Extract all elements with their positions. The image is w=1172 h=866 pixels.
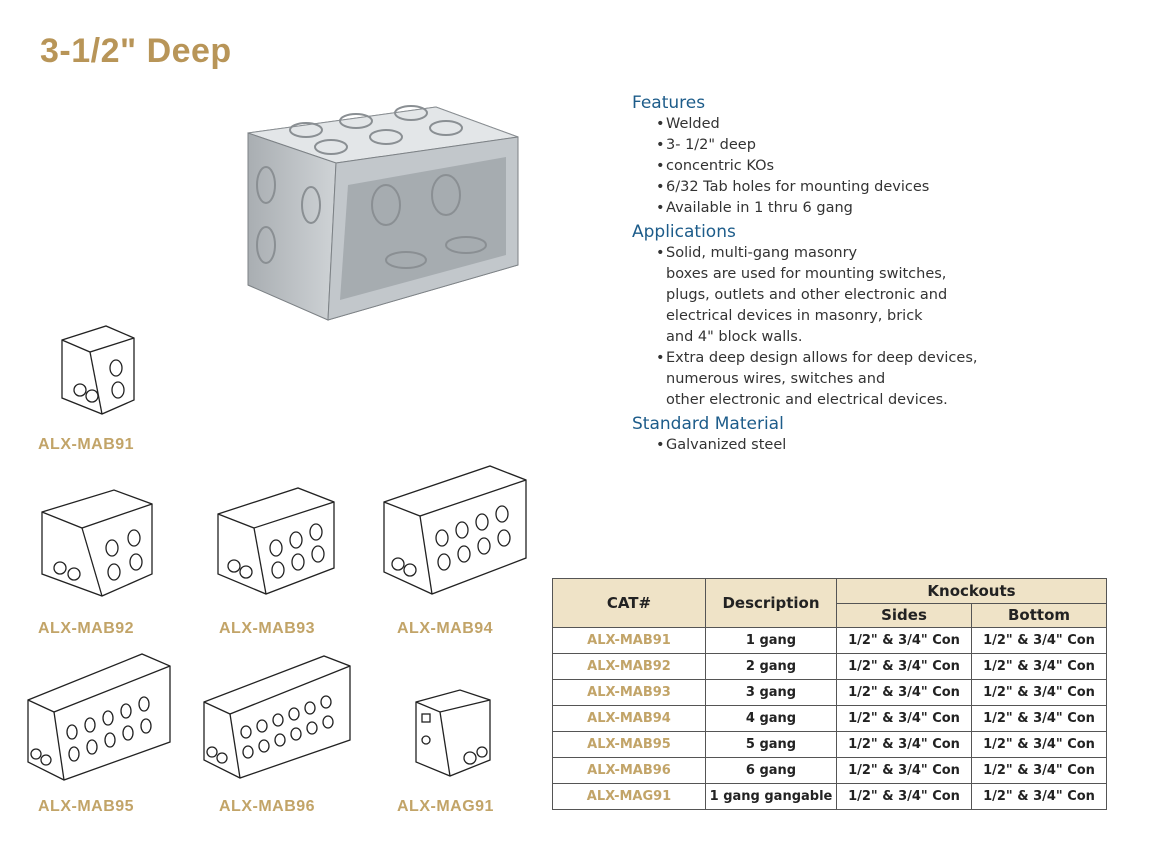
list-item: • 6/32 Tab holes for mounting devices	[666, 177, 1052, 198]
cell-description: 5 gang	[706, 732, 837, 758]
cell-bottom: 1/2" & 3/4" Con	[972, 628, 1107, 654]
product-caption: ALX-MAB95	[38, 798, 135, 815]
alx-mab94-drawing	[380, 462, 530, 598]
list-item: • 3- 1/2" deep	[666, 135, 1052, 156]
alx-mab91-drawing	[56, 318, 140, 418]
table-row	[553, 680, 1107, 706]
header-bottom: Bottom	[972, 603, 1107, 628]
features-heading: Features	[632, 93, 706, 113]
product-caption: ALX-MAB91	[38, 436, 135, 453]
list-item: • Extra deep design allows for deep devices, numerous wires, switches and other electronic and electrical devices.	[666, 348, 1052, 411]
product-caption: ALX-MAB93	[219, 620, 316, 637]
product-info	[632, 92, 1052, 458]
product-caption: ALX-MAG91	[397, 798, 494, 815]
header-knockouts: Knockouts	[837, 579, 1107, 604]
cell-description: 6 gang	[706, 758, 837, 784]
cell-cat: ALX-MAB94	[553, 706, 706, 732]
cell-description: 2 gang	[706, 654, 837, 680]
box-photo	[236, 95, 526, 325]
spec-table	[552, 578, 1107, 810]
cell-cat: ALX-MAB96	[553, 758, 706, 784]
alx-mag91-drawing	[410, 684, 496, 780]
list-item: • Welded	[666, 114, 1052, 135]
cell-bottom: 1/2" & 3/4" Con	[972, 758, 1107, 784]
table-row	[553, 758, 1107, 784]
cell-sides: 1/2" & 3/4" Con	[837, 732, 972, 758]
cell-sides: 1/2" & 3/4" Con	[837, 654, 972, 680]
table-row	[553, 654, 1107, 680]
list-item: • concentric KOs	[666, 156, 1052, 177]
cell-bottom: 1/2" & 3/4" Con	[972, 680, 1107, 706]
cell-sides: 1/2" & 3/4" Con	[837, 680, 972, 706]
product-caption: ALX-MAB92	[38, 620, 135, 637]
list-item: • Galvanized steel	[666, 435, 1052, 456]
cell-cat: ALX-MAB93	[553, 680, 706, 706]
alx-mab95-drawing	[24, 650, 174, 784]
alx-mab93-drawing	[214, 484, 338, 598]
applications-list	[632, 243, 1052, 411]
page-title: 3-1/2" Deep	[40, 32, 232, 70]
cell-bottom: 1/2" & 3/4" Con	[972, 654, 1107, 680]
header-cat: CAT#	[553, 579, 706, 628]
list-item: • Solid, multi-gang masonry boxes are used for mounting switches, plugs, outlets and other electronic and electrical devices in masonry, brick and 4" block walls.	[666, 243, 1052, 348]
cell-cat: ALX-MAB92	[553, 654, 706, 680]
cell-sides: 1/2" & 3/4" Con	[837, 628, 972, 654]
table-row	[553, 732, 1107, 758]
cell-cat: ALX-MAB91	[553, 628, 706, 654]
table-row	[553, 784, 1107, 810]
list-item: • Available in 1 thru 6 gang	[666, 198, 1052, 219]
features-list	[632, 114, 1052, 219]
cell-sides: 1/2" & 3/4" Con	[837, 758, 972, 784]
cell-bottom: 1/2" & 3/4" Con	[972, 706, 1107, 732]
cell-sides: 1/2" & 3/4" Con	[837, 784, 972, 810]
cell-description: 1 gang gangable	[706, 784, 837, 810]
material-heading: Standard Material	[632, 414, 784, 434]
applications-heading: Applications	[632, 222, 736, 242]
cell-sides: 1/2" & 3/4" Con	[837, 706, 972, 732]
cell-bottom: 1/2" & 3/4" Con	[972, 732, 1107, 758]
cell-bottom: 1/2" & 3/4" Con	[972, 784, 1107, 810]
cell-description: 1 gang	[706, 628, 837, 654]
cell-description: 3 gang	[706, 680, 837, 706]
material-list	[632, 435, 1052, 456]
header-description: Description	[706, 579, 837, 628]
cell-cat: ALX-MAG91	[553, 784, 706, 810]
alx-mab96-drawing	[200, 652, 354, 782]
product-caption: ALX-MAB96	[219, 798, 316, 815]
table-row	[553, 706, 1107, 732]
header-sides: Sides	[837, 603, 972, 628]
cell-cat: ALX-MAB95	[553, 732, 706, 758]
table-row	[553, 628, 1107, 654]
alx-mab92-drawing	[38, 486, 156, 600]
cell-description: 4 gang	[706, 706, 837, 732]
product-caption: ALX-MAB94	[397, 620, 494, 637]
